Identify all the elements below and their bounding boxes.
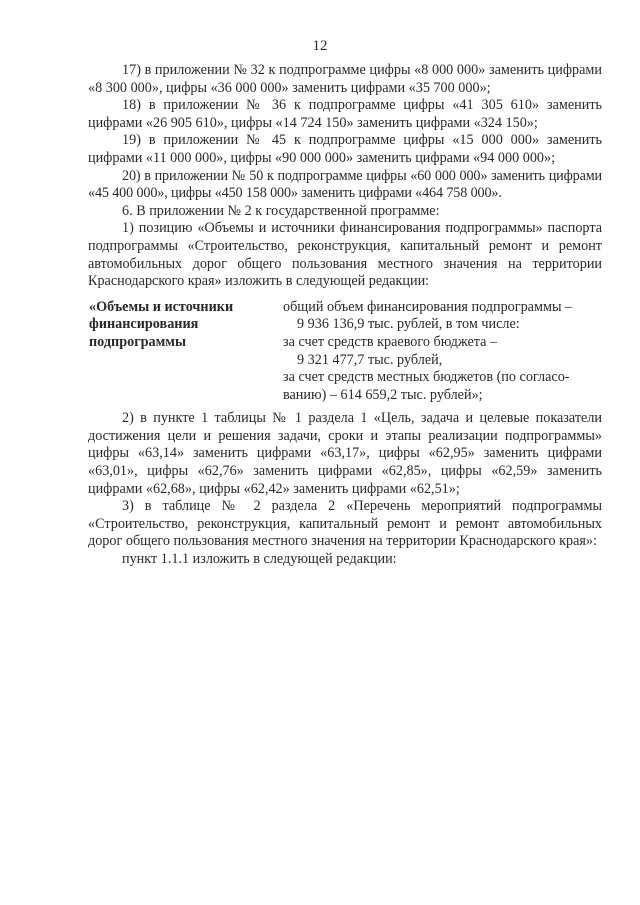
paragraph-section-6: 6. В приложении № 2 к государственной программе: <box>122 202 440 219</box>
table-value-word-1: за <box>283 333 295 350</box>
paragraph-subitem-2: 2) в пункте 1 таблицы № 1 раздела 1 «Цель, задача и целевые показатели достижения цели и решения задачи, сроки и этапы реализации подпрограммы» цифры «63,14» заменить цифрами «63,17», цифры «62,95» заменить цифрами «63,01», цифры «62,76» заменить цифрами «62,85», цифры «62,59» заменить цифрами «62,68», цифры «62,42» заменить цифрами «62,51»; <box>88 410 602 497</box>
financing-table-value <box>283 299 602 405</box>
financing-table <box>88 299 602 405</box>
document-body <box>88 62 602 569</box>
paragraph-subitem-3: 3) в таблице № 2 раздела 2 «Перечень мероприятий подпрограммы «Строительство, реконструкция, капитальный ремонт и ремонт автомобильных дорог общего пользования местного значения на территории Краснодарского края»: <box>88 498 602 550</box>
paragraph-point-1-1-1: пункт 1.1.1 изложить в следующей редакции: <box>122 551 397 568</box>
paragraph-item-20: 20) в приложении № 50 к подпрограмме цифры «60 000 000» заменить цифрами «45 400 000», цифры «450 158 000» заменить цифрами «464 758 000». <box>88 167 602 202</box>
table-label-line-1: «Объемы и источники <box>89 298 234 315</box>
table-value-line-2: 9 936 136,9 тыс. рублей, в том числе: <box>297 316 520 333</box>
table-label-line-3: подпрограммы <box>89 333 187 350</box>
paragraph-item-19: 19) в приложении № 45 к подпрограмме цифры «15 000 000» заменить цифрами «11 000 000», цифры «90 000 000» заменить цифрами «94 000 000»; <box>88 132 602 166</box>
table-value-word-2: счет <box>298 333 325 350</box>
table-value-line-1: общий объем финансирования подпрограммы – <box>283 298 573 315</box>
table-value-word-6: – <box>489 333 498 350</box>
table-value-line-6: ванию) – 614 659,2 тыс. рублей»; <box>283 386 483 403</box>
table-value-line-3 <box>283 334 602 352</box>
paragraph-item-17: 17) в приложении № 32 к подпрограмме цифры «8 000 000» заменить цифрами «8 300 000», цифры «36 000 000» заменить цифрами «35 700 000»; <box>88 62 602 96</box>
table-value-line-5: за счет средств местных бюджетов (по согласо- <box>283 369 570 386</box>
table-label-line-2: финансирования <box>89 316 199 333</box>
table-value-word-5: бюджета <box>433 333 487 350</box>
table-value-line-4: 9 321 477,7 тыс. рублей, <box>297 351 443 368</box>
table-value-word-4: краевого <box>377 333 430 350</box>
paragraph-subitem-1: 1) позицию «Объемы и источники финансирования подпрограммы» паспорта подпрограммы «Строительство, реконструкция, капитальный ремонт и ремонт автомобильных дорог общего пользования местного значения на территории Краснодарского края» изложить в следующей редакции: <box>88 220 602 290</box>
table-value-word-3: средств <box>327 333 374 350</box>
page-number: 12 <box>312 38 328 54</box>
financing-table-label <box>88 299 283 405</box>
paragraph-item-18: 18) в приложении № 36 к подпрограмме цифры «41 305 610» заменить цифрами «26 905 610», цифры «14 724 150» заменить цифрами «324 150»; <box>88 97 602 131</box>
